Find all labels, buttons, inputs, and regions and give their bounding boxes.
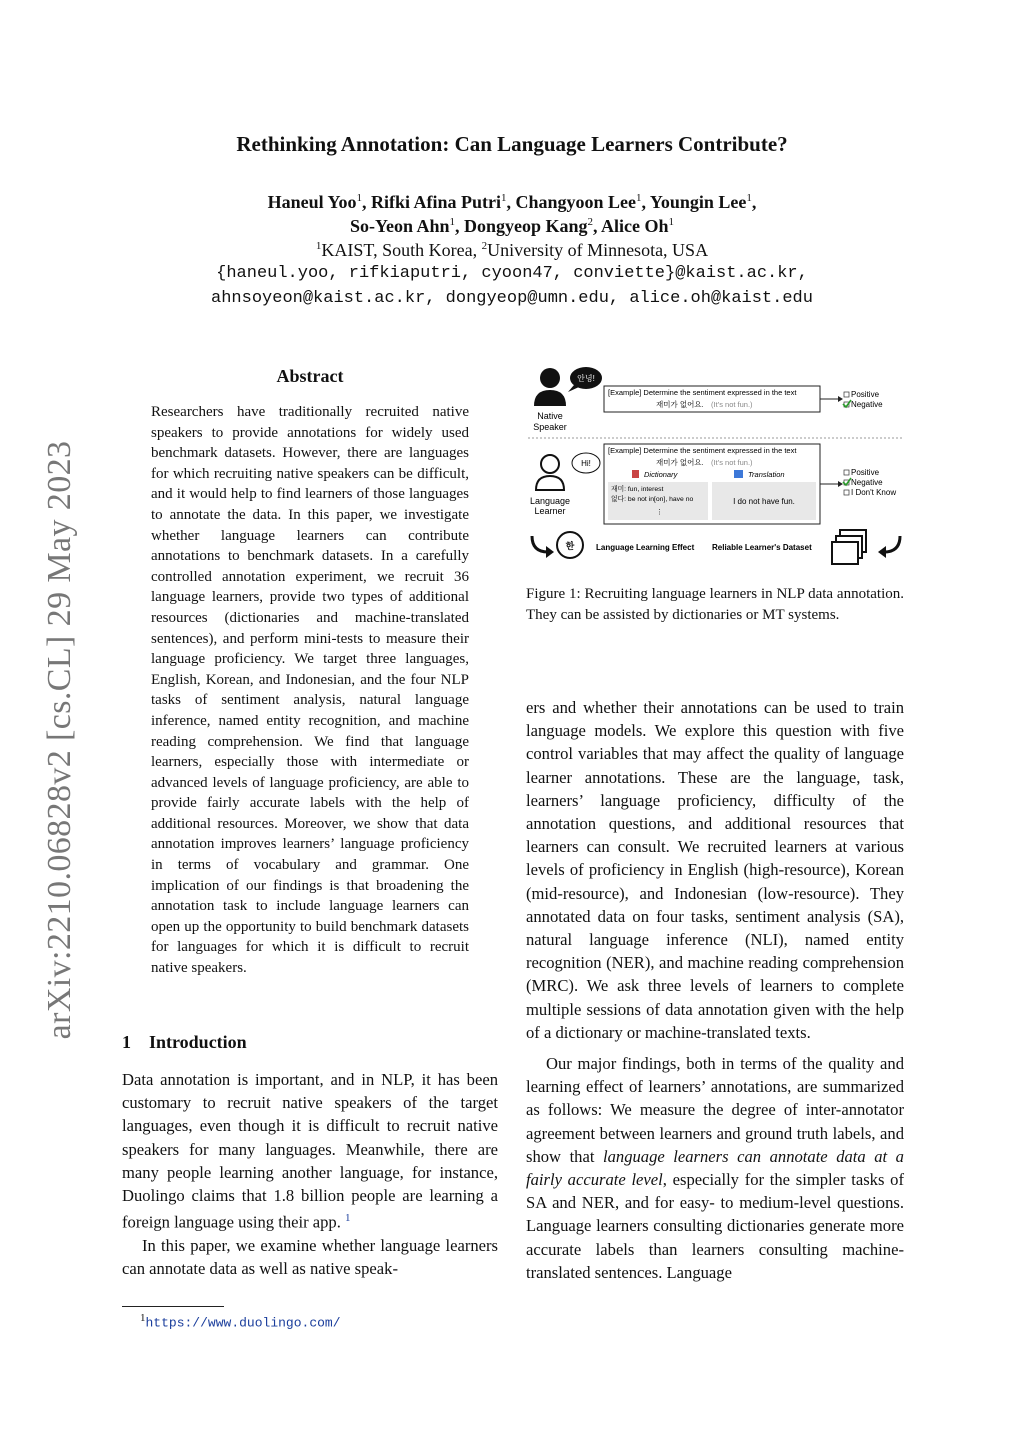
folder-icon: [832, 530, 866, 564]
intro-right-column: [526, 696, 904, 1284]
paragraph: In this paper, we examine whether language learners can annotate data as well as native speak-: [122, 1235, 498, 1279]
language-learner-icon: [536, 455, 564, 490]
footnote: $^1$https://www.duolingo.com/: [140, 1312, 341, 1331]
figure-1: [524, 360, 904, 570]
svg-text:(It’s not fun.): (It’s not fun.): [711, 458, 753, 467]
translation-label: Translation: [748, 470, 785, 479]
paragraph: Data annotation is important, and in NLP, it has been customary to recruit native speakers of the target languages, even though it is difficult to recruit native speakers for many languages. Meanwhile, there are many people learning another language, for instance, Duolingo claims that 1.8 billion people are learning a foreign language using their app. $^1$: [122, 1070, 498, 1232]
learner-label: Language: [529, 496, 571, 506]
author-name: Dongyeop Kang: [464, 216, 588, 236]
author-name: Alice Oh: [601, 216, 669, 236]
svg-text:I do not have fun.: I do not have fun.: [733, 497, 795, 506]
affiliations: $^1$KAIST, South Korea, $^2$University of Minnesota, USA: [315, 240, 709, 260]
translate-icon: [734, 470, 743, 478]
native-label: Speaker: [533, 422, 567, 432]
intro-left-column: [122, 1068, 498, 1280]
svg-text:Positive: Positive: [851, 468, 880, 477]
effect-label: Language Learning Effect: [596, 543, 695, 552]
checkbox: [844, 392, 849, 397]
speech-bubble-learner: [572, 453, 600, 473]
svg-text:Hi!: Hi!: [581, 459, 591, 468]
author-line-1: Haneul Yoo$^1$, Rifki Afina Putri$^1$, Changyoon Lee$^1$, Youngin Lee$^1$,: [267, 192, 757, 212]
native-label: Native: [537, 411, 563, 421]
svg-text:Negative: Negative: [851, 478, 883, 487]
example-korean: 재미가 없어요.: [656, 400, 704, 409]
dictionary-label: Dictionary: [644, 470, 678, 479]
section-heading: 1 Introduction: [122, 1032, 247, 1052]
svg-text:⋮: ⋮: [656, 509, 663, 516]
paragraph: Our major findings, both in terms of the quality and learning effect of learners’ annotations, are summarized as follows: We measure the degree of inter-annotator agreement between learners and ground truth labels, and show that language learners can annotate data at a fairly accurate level, especially for the simpler tasks of SA and NER, and for easy- to medium-level questions. Language learners consulting dictionaries generate more accurate labels than learners consulting machine-translated sentences. Language: [526, 1054, 904, 1282]
svg-text:안녕!: 안녕!: [577, 374, 595, 383]
dictionary-icon: [632, 470, 639, 478]
footnote-link[interactable]: https://www.duolingo.com/: [145, 1315, 341, 1331]
dataset-label: Reliable Learner's Dataset: [712, 543, 812, 552]
author-name: So-Yeon Ahn: [349, 216, 450, 236]
arxiv-identifier: arXiv:2210.06828v2 [cs.CL] 29 May 2023: [41, 440, 78, 1040]
curved-arrow-icon: [532, 536, 548, 552]
native-speaker-icon: [534, 368, 566, 406]
learner-label: Learner: [534, 506, 566, 516]
speech-bubble-native: [568, 367, 602, 392]
example-prompt: [Example] Determine the sentiment expressed in the text: [608, 388, 797, 397]
curved-arrow-icon: [884, 536, 900, 552]
author-name: Haneul Yoo: [267, 192, 357, 212]
paragraph: ers and whether their annotations can be used to train language models. We explore this question with five control variables that may affect the quality of language learner annotations. These are the language, task, learners’ language proficiency, difficulty of the annotation questions, and additional resources that learners can consult. We recruited learners at various levels of proficiency in English (high-resource), Korean (mid-resource), and Indonesian (low-resource). They annotated data on four tasks, sentiment analysis (SA), natural language inference (NLI), named entity recognition (NER), and machine reading comprehension (MRC). We ask three levels of learners to complete multiple sessions of data annotation given with the help of a dictionary or machine-translated texts.: [526, 698, 904, 1042]
option-positive: Positive: [851, 390, 880, 399]
author-name: Youngin Lee: [649, 192, 747, 212]
author-name: Changyoon Lee: [515, 192, 636, 212]
svg-text:없다: be not in[on], have no: 없다: be not in[on], have no: [611, 496, 694, 503]
author-name: Rifki Afina Putri: [370, 192, 501, 212]
option-negative: Negative: [851, 400, 883, 409]
email-line-1: {haneul.yoo, rifkiaputri, cyoon47, conviette}@kaist.ac.kr,: [216, 264, 808, 283]
svg-text:I Don't Know: I Don't Know: [851, 488, 897, 497]
paper-title: Rethinking Annotation: Can Language Learners Contribute?: [236, 132, 788, 156]
email-line-2: ahnsoyeon@kaist.ac.kr, dongyeop@umn.edu, alice.oh@kaist.edu: [211, 289, 813, 308]
svg-text:재미: fun, interest: 재미: fun, interest: [611, 486, 664, 493]
abstract-text: Researchers have traditionally recruited native speakers to provide annotations for widely used benchmark datasets. However, there are languages for which recruiting native speakers can be difficult, and it would help to find learners of those languages to annotate the data. In this paper, we investigate whether language learners can contribute annotations to benchmark datasets. In a carefully controlled annotation experiment, we recruit 36 language learners, provide two types of additional resources (dictionaries and machine-translated sentences), and perform mini-tests to measure their language proficiency. We target three languages, English, Korean, and Indonesian, and the four NLP tasks of sentiment analysis, natural language inference, named entity recognition, and machine reading comprehension. We find that language learners, especially those with intermediate or advanced levels of language proficiency, are able to provide fairly accurate labels with the help of additional resources. Moreover, we show that data annotation improves learners’ language proficiency in terms of vocabulary and grammar. One implication of our findings is that broadening the annotation task to include language learners can open up the opportunity to build benchmark datasets for languages for which it is difficult to recruit native speakers.: [151, 404, 469, 977]
svg-text:[Example] Determine the sentim: [Example] Determine the sentiment expressed in the text: [608, 446, 797, 455]
svg-text:재미가 없어요.: 재미가 없어요.: [656, 458, 704, 467]
example-gloss: (It’s not fun.): [711, 400, 753, 409]
author-line-2: So-Yeon Ahn$^1$, Dongyeop Kang$^2$, Alice Oh$^1$: [349, 216, 675, 236]
footnote-ref[interactable]: 1: [345, 1212, 351, 1225]
footnote-divider: [122, 1306, 224, 1307]
abstract-heading: Abstract: [276, 366, 344, 386]
svg-text:한: 한: [565, 541, 575, 551]
figure-caption: Figure 1: Recruiting language learners in NLP data annotation. They can be assisted by dictionaries or MT systems.: [526, 586, 904, 623]
